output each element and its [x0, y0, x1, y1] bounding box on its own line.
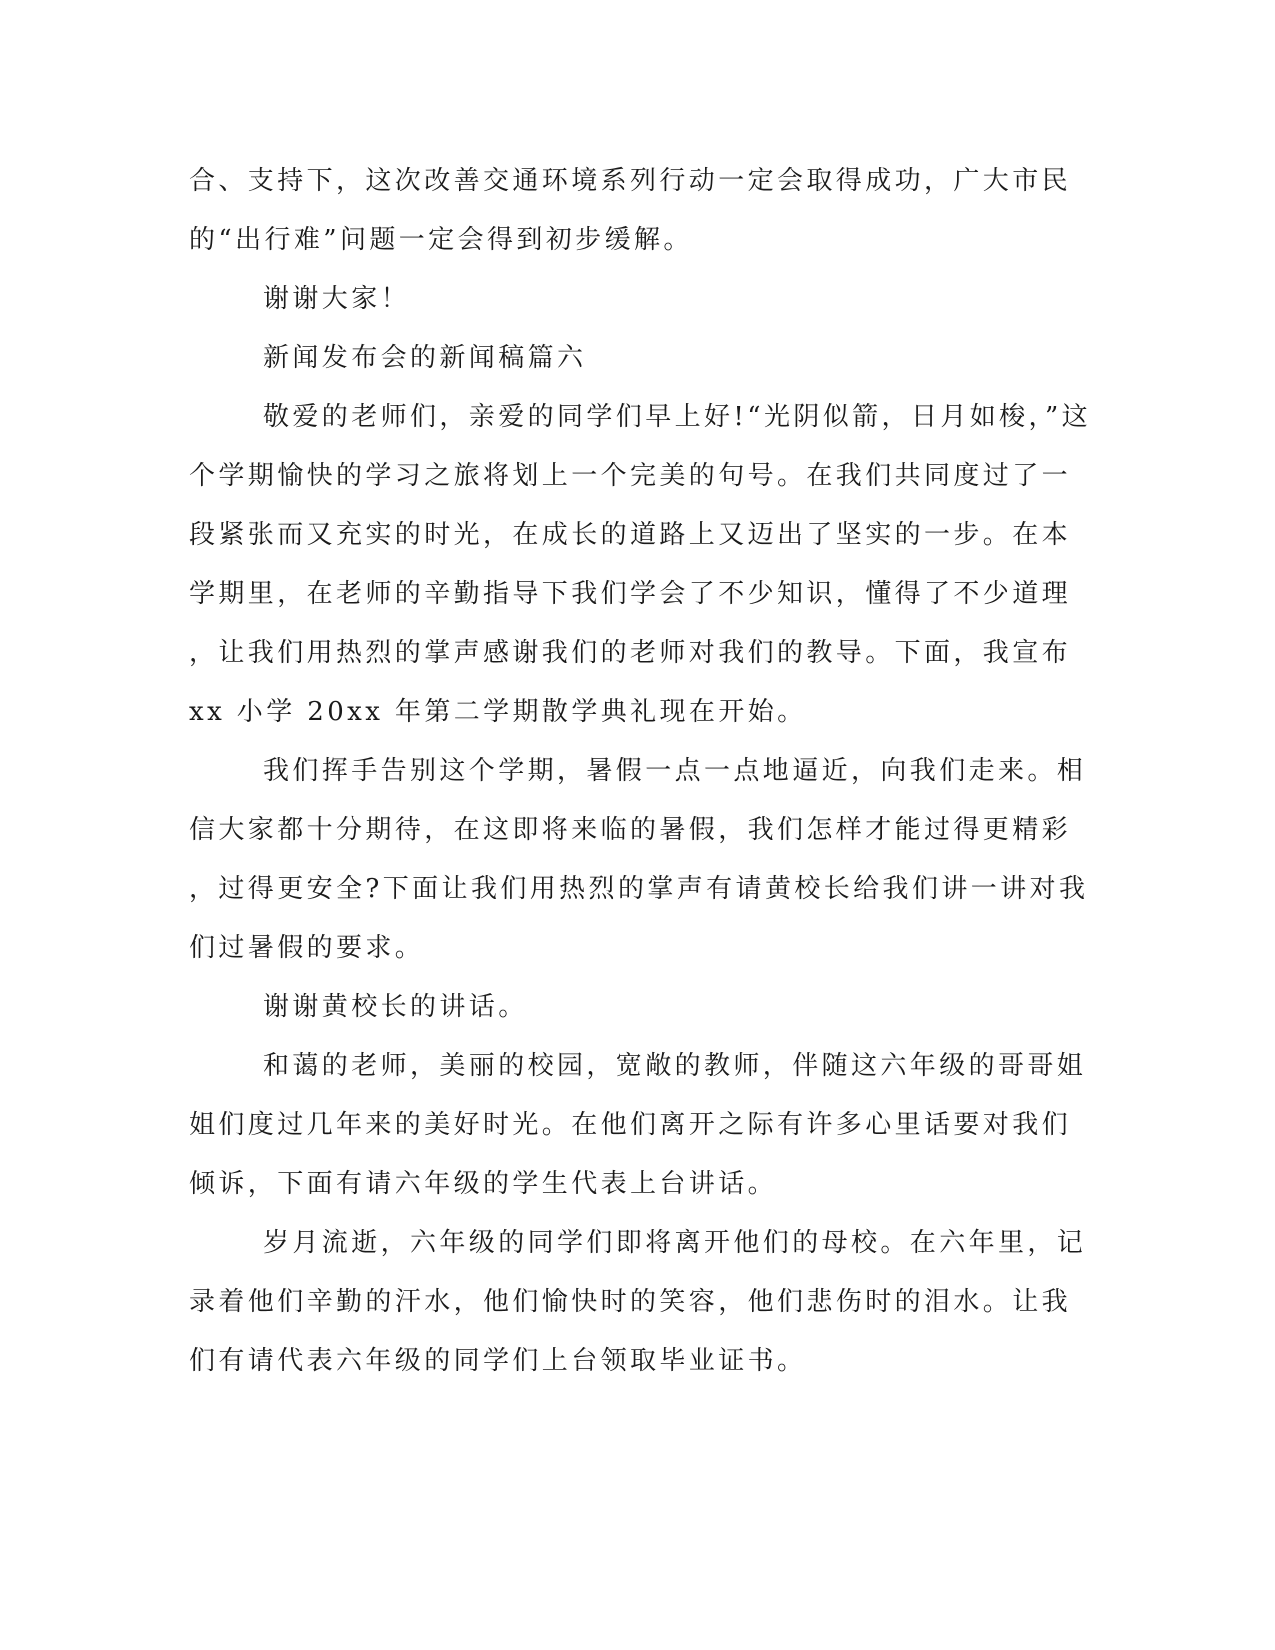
text-line: 岁月流逝，六年级的同学们即将离开他们的母校。在六年里，记 [263, 1228, 1087, 1258]
text-line: 姐们度过几年来的美好时光。在他们离开之际有许多心里话要对我们 [189, 1110, 1072, 1140]
text-line: 合、支持下，这次改善交通环境系列行动一定会取得成功，广大市民 [189, 166, 1072, 196]
text-line: 谢谢黄校长的讲话。 [263, 992, 528, 1022]
text-line: 段紧张而又充实的时光，在成长的道路上又迈出了坚实的一步。在本 [189, 520, 1072, 550]
text-line: 谢谢大家！ [263, 284, 411, 314]
text-line: 的“出行难”问题一定会得到初步缓解。 [189, 225, 693, 255]
text-line: 学期里，在老师的辛勤指导下我们学会了不少知识，懂得了不少道理 [189, 579, 1072, 609]
section-heading: 新闻发布会的新闻稿篇六 [263, 343, 587, 373]
text-line: 个学期愉快的学习之旅将划上一个完美的句号。在我们共同度过了一 [189, 461, 1072, 491]
text-line: 信大家都十分期待，在这即将来临的暑假，我们怎样才能过得更精彩 [189, 815, 1072, 845]
text-line: xx 小学 20xx 年第二学期散学典礼现在开始。 [189, 697, 807, 727]
text-line: 敬爱的老师们，亲爱的同学们早上好!“光阴似箭，日月如梭，”这 [263, 402, 1092, 432]
text-line: 倾诉，下面有请六年级的学生代表上台讲话。 [189, 1169, 778, 1199]
text-line: ，让我们用热烈的掌声感谢我们的老师对我们的教导。下面，我宣布 [189, 638, 1072, 668]
text-line: 我们挥手告别这个学期，暑假一点一点地逼近，向我们走来。相 [263, 756, 1087, 786]
text-line: 录着他们辛勤的汗水，他们愉快时的笑容，他们悲伤时的泪水。让我 [189, 1287, 1072, 1317]
text-line: 和蔼的老师，美丽的校园，宽敞的教师，伴随这六年级的哥哥姐 [263, 1051, 1087, 1081]
text-line: 们过暑假的要求。 [189, 933, 425, 963]
text-line: ，过得更安全?下面让我们用热烈的掌声有请黄校长给我们讲一讲对我 [189, 874, 1089, 904]
text-line: 们有请代表六年级的同学们上台领取毕业证书。 [189, 1346, 807, 1376]
